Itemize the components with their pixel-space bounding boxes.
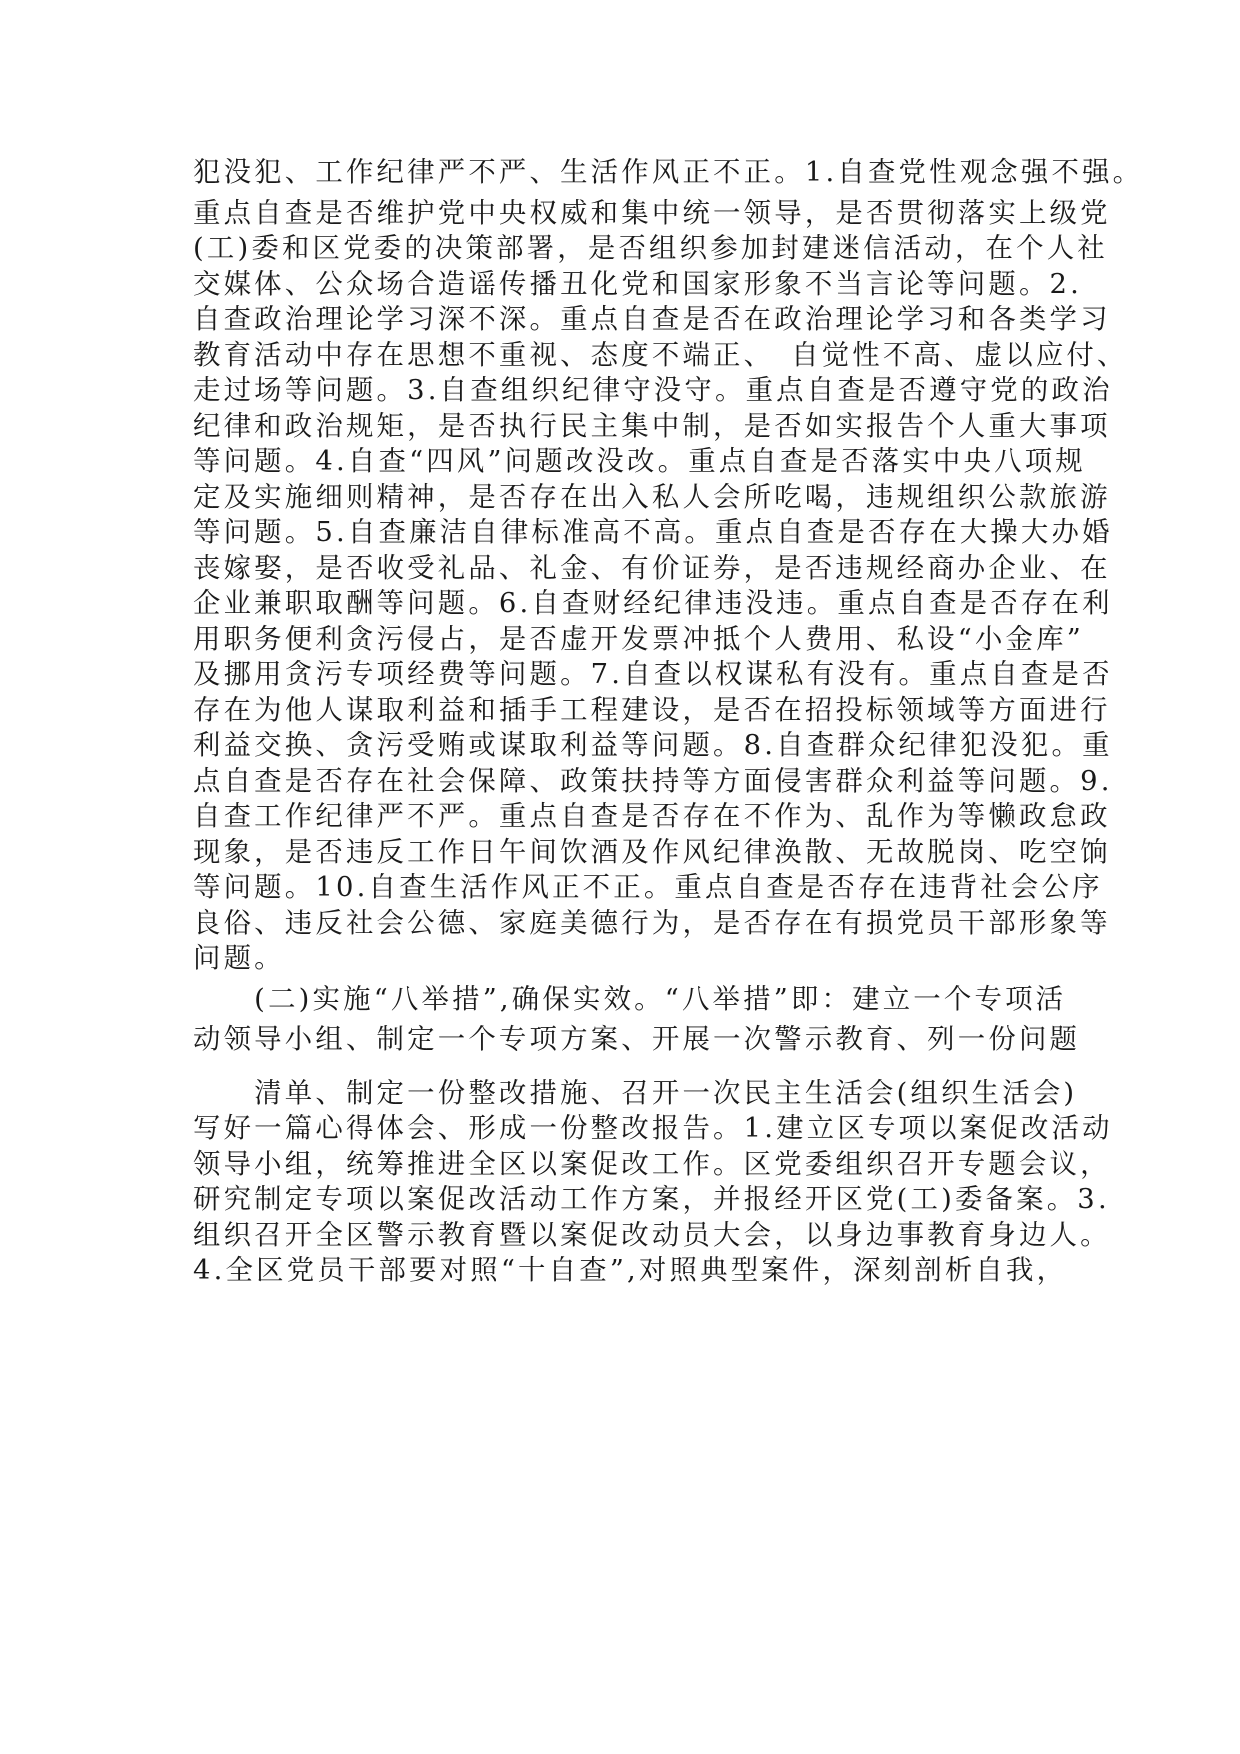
text-line: 4.全区党员干部要对照“十自查”,对照典型案件，深刻剖析自我，	[193, 1255, 1068, 1286]
text-line: 交媒体、公众场合造谣传播丑化党和国家形象不当言论等问题。2.	[193, 268, 1083, 300]
text-line: 纪律和政治规矩，是否执行民主集中制，是否如实报告个人重大事项	[193, 410, 1111, 442]
text-line: 走过场等问题。3.自查组织纪律守没守。重点自查是否遵守党的政治	[193, 375, 1113, 406]
text-line: 存在为他人谋取利益和插手工程建设，是否在招投标领域等方面进行	[193, 694, 1111, 726]
text-line: 写好一篇心得体会、形成一份整改报告。1.建立区专项以案促改活动	[193, 1113, 1113, 1144]
text-line: 良俗、违反社会公德、家庭美德行为，是否存在有损党员干部形象等	[193, 907, 1111, 939]
text-line: 组织召开全区警示教育暨以案促改动员大会，以身边事教育身边人。	[193, 1219, 1111, 1251]
text-line: 教育活动中存在思想不重视、态度不端正、 自觉性不高、虚以应付、	[193, 339, 1128, 371]
text-line: (工)委和区党委的决策部署，是否组织参加封建迷信活动，在个人社	[193, 233, 1108, 264]
text-line: 自查工作纪律严不严。重点自查是否存在不作为、乱作为等懒政怠政	[193, 801, 1111, 832]
document-body	[193, 155, 1144, 1289]
text-line: 利益交换、贪污受贿或谋取利益等问题。8.自查群众纪律犯没犯。重	[193, 730, 1113, 761]
text-line: 等问题。5.自查廉洁自律标准高不高。重点自查是否存在大操大办婚	[193, 517, 1113, 548]
text-line: 用职务便利贪污侵占，是否虚开发票冲抵个人费用、私设“小金库”	[193, 623, 1084, 655]
text-line: 丧嫁娶，是否收受礼品、礼金、有价证券，是否违规经商办企业、在	[193, 552, 1111, 584]
text-line: 等问题。10.自查生活作风正不正。重点自查是否存在违背社会公序	[193, 872, 1103, 903]
text-line: 问题。	[193, 943, 285, 974]
text-line: 及挪用贪污专项经费等问题。7.自查以权谋私有没有。重点自查是否	[193, 659, 1113, 690]
text-line: 现象，是否违反工作日午间饮酒及作风纪律涣散、无故脱岗、吃空饷	[193, 836, 1111, 868]
text-line: 点自查是否存在社会保障、政策扶持等方面侵害群众利益等问题。9.	[193, 765, 1113, 797]
text-line: 自查政治理论学习深不深。重点自查是否在政治理论学习和各类学习	[193, 304, 1111, 335]
text-line: 重点自查是否维护党中央权威和集中统一领导，是否贯彻落实上级党	[193, 197, 1111, 229]
text-line: 研究制定专项以案促改活动工作方案，并报经开区党(工)委备案。3.	[193, 1184, 1110, 1215]
text-line: 动领导小组、制定一个专项方案、开展一次警示教育、列一份问题	[193, 1024, 1081, 1055]
text-line: 定及实施细则精神，是否存在出入私人会所吃喝，违规组织公款旅游	[193, 481, 1111, 513]
text-line: 清单、制定一份整改措施、召开一次民主生活会(组织生活会)	[193, 1077, 1078, 1109]
text-line: (二)实施“八举措”,确保实效。“八举措”即：建立一个专项活	[193, 983, 1067, 1015]
text-line: 领导小组，统筹推进全区以案促改工作。区党委组织召开专题会议，	[193, 1148, 1111, 1180]
text-line: 犯没犯、工作纪律严不严、生活作风正不正。1.自查党性观念强不强。	[193, 157, 1144, 188]
text-line: 等问题。4.自查“四风”问题改没改。重点自查是否落实中央八项规	[193, 446, 1086, 477]
text-line: 企业兼职取酬等问题。6.自查财经纪律违没违。重点自查是否存在利	[193, 588, 1113, 619]
